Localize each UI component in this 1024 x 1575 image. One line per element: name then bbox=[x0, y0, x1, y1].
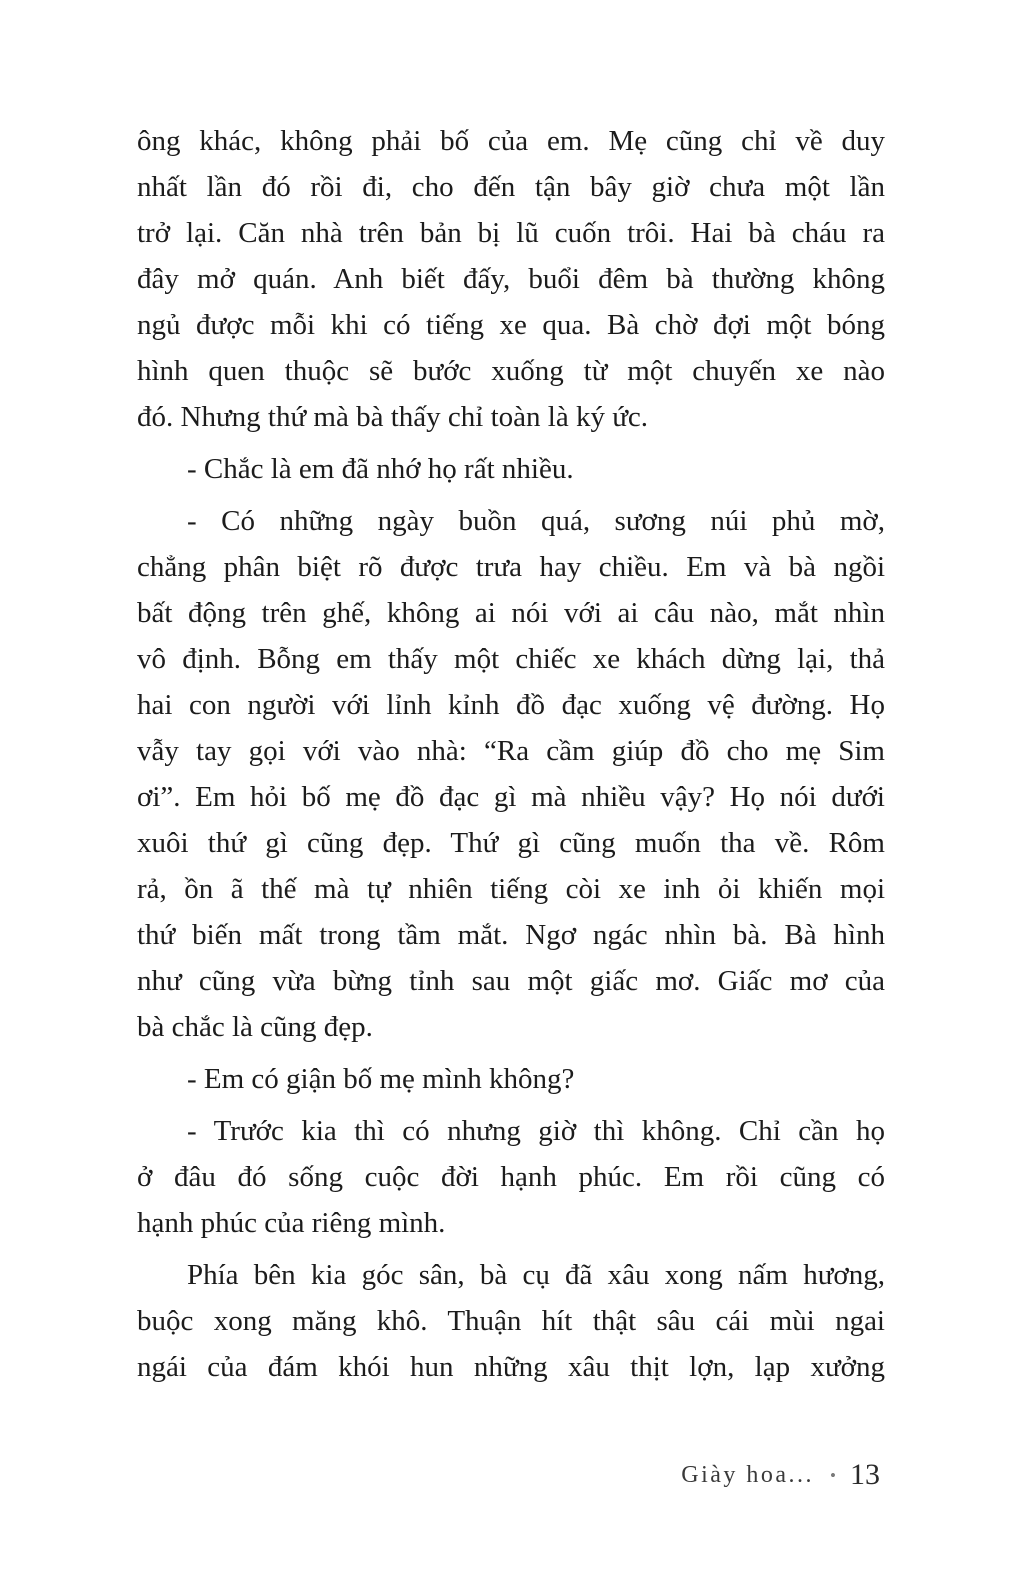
text-line: ơi”. Em hỏi bố mẹ đồ đạc gì mà nhiều vậy? Họ nói dưới bbox=[137, 781, 885, 813]
page-footer bbox=[681, 1458, 880, 1492]
text-line: ngái của đám khói hun những xâu thịt lợn, lạp xưởng bbox=[137, 1351, 885, 1383]
text-line: Phía bên kia góc sân, bà cụ đã xâu xong nấm hương, bbox=[187, 1259, 885, 1291]
page-number: 13 bbox=[850, 1458, 880, 1491]
text-line: ông khác, không phải bố của em. Mẹ cũng chỉ về duy bbox=[137, 125, 885, 157]
text-line: như cũng vừa bừng tỉnh sau một giấc mơ. Giấc mơ của bbox=[137, 965, 885, 997]
paragraph bbox=[137, 118, 885, 440]
text-line: hạnh phúc của riêng mình. bbox=[137, 1207, 446, 1239]
text-line: thứ biến mất trong tầm mắt. Ngơ ngác nhìn bà. Bà hình bbox=[137, 919, 885, 951]
text-line: vô định. Bỗng em thấy một chiếc xe khách dừng lại, thả bbox=[137, 643, 885, 675]
text-line: - Chắc là em đã nhớ họ rất nhiều. bbox=[187, 453, 574, 485]
paragraph bbox=[137, 1252, 885, 1390]
text-line: hình quen thuộc sẽ bước xuống từ một chuyến xe nào bbox=[137, 355, 885, 387]
running-title: Giày hoa... bbox=[681, 1461, 815, 1488]
text-line: ở đâu đó sống cuộc đời hạnh phúc. Em rồi cũng có bbox=[137, 1161, 885, 1193]
text-line: bất động trên ghế, không ai nói với ai câu nào, mắt nhìn bbox=[137, 597, 885, 629]
text-line: - Có những ngày buồn quá, sương núi phủ mờ, bbox=[187, 505, 885, 537]
text-line: - Em có giận bố mẹ mình không? bbox=[187, 1063, 575, 1095]
text-line: hai con người với lỉnh kỉnh đồ đạc xuống vệ đường. Họ bbox=[137, 689, 885, 721]
text-line: xuôi thứ gì cũng đẹp. Thứ gì cũng muốn tha về. Rôm bbox=[137, 827, 885, 859]
paragraph bbox=[137, 498, 885, 1050]
text-line: rả, ồn ã thế mà tự nhiên tiếng còi xe inh ỏi khiến mọi bbox=[137, 873, 885, 905]
text-line: trở lại. Căn nhà trên bản bị lũ cuốn trôi. Hai bà cháu ra bbox=[137, 217, 885, 249]
text-line: chẳng phân biệt rõ được trưa hay chiều. Em và bà ngồi bbox=[137, 551, 885, 583]
text-line: đây mở quán. Anh biết đấy, buổi đêm bà thường không bbox=[137, 263, 885, 295]
text-block bbox=[137, 118, 885, 1390]
text-line: bà chắc là cũng đẹp. bbox=[137, 1011, 373, 1043]
paragraph bbox=[137, 446, 885, 492]
text-line: ngủ được mỗi khi có tiếng xe qua. Bà chờ đợi một bóng bbox=[137, 309, 885, 341]
text-line: - Trước kia thì có nhưng giờ thì không. Chỉ cần họ bbox=[187, 1115, 885, 1147]
text-line: nhất lần đó rồi đi, cho đến tận bây giờ chưa một lần bbox=[137, 171, 885, 203]
footer-bullet-separator: • bbox=[830, 1465, 836, 1485]
text-line: vẫy tay gọi với vào nhà: “Ra cầm giúp đồ cho mẹ Sim bbox=[137, 735, 885, 767]
text-line: đó. Nhưng thứ mà bà thấy chỉ toàn là ký ức. bbox=[137, 401, 649, 433]
paragraph bbox=[137, 1108, 885, 1246]
text-line: buộc xong măng khô. Thuận hít thật sâu cái mùi ngai bbox=[137, 1305, 885, 1337]
paragraph bbox=[137, 1056, 885, 1102]
